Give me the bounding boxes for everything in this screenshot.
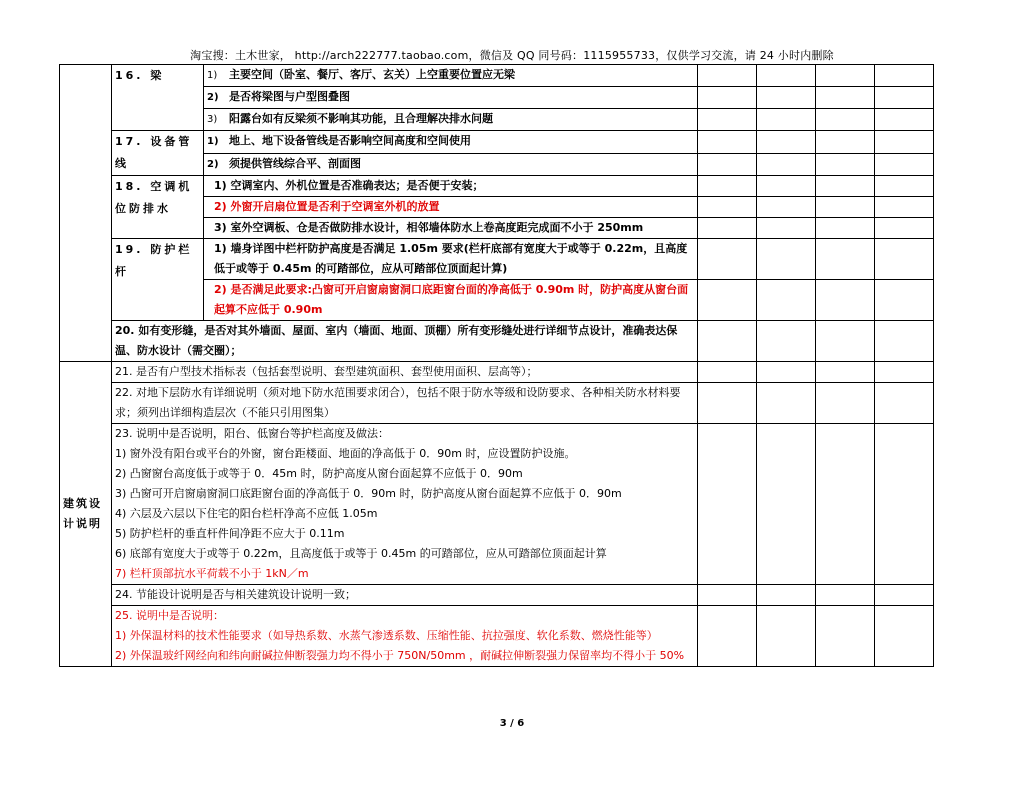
item-19-title: 19. 防护栏杆 bbox=[112, 239, 204, 321]
check-cell[interactable] bbox=[816, 239, 875, 280]
check-cell[interactable] bbox=[875, 218, 934, 239]
check-cell[interactable] bbox=[698, 383, 757, 424]
check-cell[interactable] bbox=[816, 280, 875, 321]
table-row bbox=[60, 65, 934, 87]
page-number: 3 / 6 bbox=[499, 718, 525, 729]
item-25: 25. 说明中是否说明： bbox=[115, 609, 224, 622]
item-23: 23. 说明中是否说明，阳台、低窗台等护栏高度及做法： bbox=[115, 427, 389, 440]
check-cell[interactable] bbox=[757, 585, 816, 606]
item-23-6: 6) 底部有宽度大于或等于 0.22m，且高度低于或等于 0.45m 的可踏部位，应从可踏部位顶面起计算 bbox=[115, 547, 607, 560]
check-cell[interactable] bbox=[698, 606, 757, 667]
check-cell[interactable] bbox=[698, 218, 757, 239]
check-cell[interactable] bbox=[757, 65, 816, 87]
table-row bbox=[60, 383, 934, 424]
check-cell[interactable] bbox=[698, 176, 757, 197]
check-cell[interactable] bbox=[816, 606, 875, 667]
check-cell[interactable] bbox=[757, 87, 816, 109]
check-cell[interactable] bbox=[875, 65, 934, 87]
item-16-title: 16. 梁 bbox=[112, 65, 204, 131]
check-cell[interactable] bbox=[698, 362, 757, 383]
check-cell[interactable] bbox=[698, 424, 757, 585]
check-cell[interactable] bbox=[875, 424, 934, 585]
check-cell[interactable] bbox=[757, 606, 816, 667]
check-cell[interactable] bbox=[875, 131, 934, 154]
check-cell[interactable] bbox=[698, 280, 757, 321]
check-cell[interactable] bbox=[698, 87, 757, 109]
check-cell[interactable] bbox=[816, 176, 875, 197]
check-cell[interactable] bbox=[875, 362, 934, 383]
item-17-1: 1) 地上、地下设备管线是否影响空间高度和空间使用 bbox=[204, 131, 698, 154]
item-23-block bbox=[112, 424, 698, 585]
check-cell[interactable] bbox=[816, 383, 875, 424]
section-arch-notes: 建筑设计说明 bbox=[60, 362, 112, 667]
check-cell[interactable] bbox=[816, 424, 875, 585]
check-cell[interactable] bbox=[698, 65, 757, 87]
check-cell[interactable] bbox=[875, 321, 934, 362]
item-24: 24. 节能设计说明是否与相关建筑设计说明一致； bbox=[112, 585, 698, 606]
check-cell[interactable] bbox=[875, 109, 934, 131]
item-17-2: 2) 须提供管线综合平、剖面图 bbox=[204, 153, 698, 176]
check-cell[interactable] bbox=[698, 109, 757, 131]
check-cell[interactable] bbox=[816, 87, 875, 109]
check-cell[interactable] bbox=[875, 176, 934, 197]
item-16-1: 1) 主要空间（卧室、餐厅、客厅、玄关）上空重要位置应无梁 bbox=[204, 65, 698, 87]
item-23-7: 7) 栏杆顶部抗水平荷载不小于 1kN／m bbox=[115, 567, 309, 580]
section-cell-empty bbox=[60, 65, 112, 362]
check-cell[interactable] bbox=[816, 131, 875, 154]
check-cell[interactable] bbox=[698, 585, 757, 606]
item-25-1: 1) 外保温材料的技术性能要求（如导热系数、水蒸气渗透系数、压缩性能、抗拉强度、软化系数、燃烧性能等） bbox=[115, 629, 658, 642]
check-cell[interactable] bbox=[875, 606, 934, 667]
header-note: 淘宝搜：土木世家， http://arch222777.taobao.com，微信及 QQ 同号码：1115955733，仅供学习交流，请 24 小时内删除 bbox=[190, 49, 834, 62]
table-row bbox=[60, 239, 934, 280]
check-cell[interactable] bbox=[875, 153, 934, 176]
check-cell[interactable] bbox=[816, 65, 875, 87]
check-cell[interactable] bbox=[757, 383, 816, 424]
item-22: 22. 对地下层防水有详细说明（须对地下防水范围要求闭合），包括不限于防水等级和设防要求、各种相关防水材料要求；须列出详细构造层次（不能只引用图集） bbox=[112, 383, 698, 424]
check-cell[interactable] bbox=[816, 153, 875, 176]
item-19-1: 1) 墙身详图中栏杆防护高度是否满足 1.05m 要求(栏杆底部有宽度大于或等于 0.22m，且高度低于或等于 0.45m 的可踏部位，应从可踏部位顶面起计算) bbox=[204, 239, 698, 280]
checklist-table bbox=[59, 64, 934, 362]
check-cell[interactable] bbox=[875, 239, 934, 280]
item-17-title: 17. 设备管线 bbox=[112, 131, 204, 176]
check-cell[interactable] bbox=[757, 218, 816, 239]
item-19-2: 2) 是否满足此要求:凸窗可开启窗扇窗洞口底距窗台面的净高低于 0.90m 时，防护高度从窗台面起算不应低于 0.90m bbox=[204, 280, 698, 321]
item-18-title: 18. 空调机位防排水 bbox=[112, 176, 204, 239]
table-row bbox=[60, 131, 934, 154]
item-25-2: 2) 外保温玻纤网经向和纬向耐碱拉伸断裂强力均不得小于 750N/50mm ，耐碱拉伸断裂强力保留率均不得小于 50% bbox=[115, 649, 685, 662]
table-row bbox=[60, 606, 934, 667]
item-16-3: 3) 阳露台如有反梁须不影响其功能，且合理解决排水问题 bbox=[204, 109, 698, 131]
check-cell[interactable] bbox=[757, 424, 816, 585]
check-cell[interactable] bbox=[875, 383, 934, 424]
check-cell[interactable] bbox=[757, 321, 816, 362]
item-21: 21. 是否有户型技术指标表（包括套型说明、套型建筑面积、套型使用面积、层高等）； bbox=[112, 362, 698, 383]
check-cell[interactable] bbox=[757, 197, 816, 218]
check-cell[interactable] bbox=[875, 280, 934, 321]
check-cell[interactable] bbox=[698, 153, 757, 176]
check-cell[interactable] bbox=[757, 239, 816, 280]
item-23-1: 1) 窗外没有阳台或平台的外窗，窗台距楼面、地面的净高低于 0．90m 时，应设置防护设施。 bbox=[115, 447, 576, 460]
item-18-1: 1) 空调室内、外机位置是否准确表达；是否便于安装； bbox=[204, 176, 698, 197]
check-cell[interactable] bbox=[698, 239, 757, 280]
check-cell[interactable] bbox=[757, 109, 816, 131]
check-cell[interactable] bbox=[816, 585, 875, 606]
item-16-2: 2) 是否将梁图与户型图叠图 bbox=[204, 87, 698, 109]
item-20: 20. 如有变形缝，是否对其外墙面、屋面、室内（墙面、地面、顶棚）所有变形缝处进行详细节点设计，准确表达保温、防水设计（需交圈）； bbox=[112, 321, 698, 362]
check-cell[interactable] bbox=[816, 197, 875, 218]
item-23-4: 4) 六层及六层以下住宅的阳台栏杆净高不应低 1.05m bbox=[115, 507, 378, 520]
table-row bbox=[60, 424, 934, 585]
check-cell[interactable] bbox=[816, 218, 875, 239]
check-cell[interactable] bbox=[757, 280, 816, 321]
item-23-5: 5) 防护栏杆的垂直杆件间净距不应大于 0.11m bbox=[115, 527, 345, 540]
check-cell[interactable] bbox=[875, 87, 934, 109]
table-row bbox=[60, 585, 934, 606]
check-cell[interactable] bbox=[698, 131, 757, 154]
check-cell[interactable] bbox=[816, 321, 875, 362]
check-cell[interactable] bbox=[816, 362, 875, 383]
table-row bbox=[60, 362, 934, 383]
table-row bbox=[60, 176, 934, 197]
item-23-3: 3) 凸窗可开启窗扇窗洞口底距窗台面的净高低于 0．90m 时，防护高度从窗台面起算不应低于 0．90m bbox=[115, 487, 622, 500]
check-cell[interactable] bbox=[698, 197, 757, 218]
check-cell[interactable] bbox=[757, 153, 816, 176]
item-18-2: 2) 外窗开启扇位置是否利于空调室外机的放置 bbox=[204, 197, 698, 218]
check-cell[interactable] bbox=[757, 362, 816, 383]
check-cell[interactable] bbox=[698, 321, 757, 362]
check-cell[interactable] bbox=[875, 197, 934, 218]
check-cell[interactable] bbox=[757, 176, 816, 197]
check-cell[interactable] bbox=[875, 585, 934, 606]
checklist-table-continued bbox=[59, 361, 934, 667]
item-23-2: 2) 凸窗窗台高度低于或等于 0．45m 时，防护高度从窗台面起算不应低于 0．90m bbox=[115, 467, 523, 480]
check-cell[interactable] bbox=[757, 131, 816, 154]
check-cell[interactable] bbox=[816, 109, 875, 131]
table-row bbox=[60, 321, 934, 362]
item-18-3: 3) 室外空调板、仓是否做防排水设计，相邻墙体防水上卷高度距完成面不小于 250mm bbox=[204, 218, 698, 239]
item-25-block bbox=[112, 606, 698, 667]
